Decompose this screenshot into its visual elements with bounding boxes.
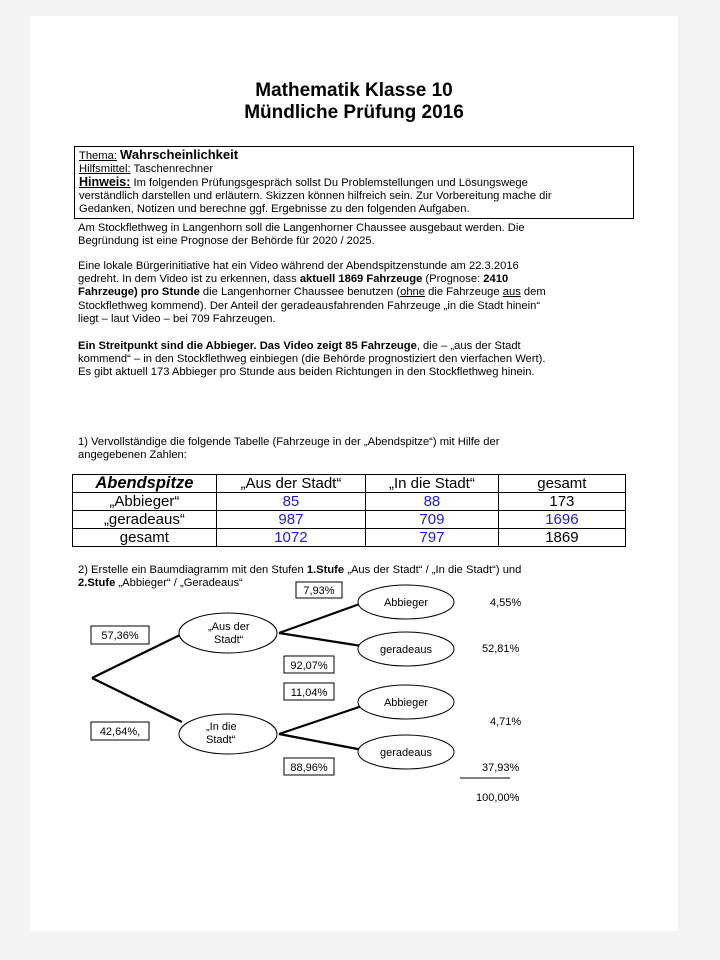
table-header-cell: Abendspitze: [73, 475, 217, 493]
leaf-geradeaus-label: geradeaus: [380, 644, 432, 656]
hilfsmittel-label: Hilfsmittel:: [79, 163, 131, 175]
branch-line: [279, 601, 368, 633]
task-1-line: 1) Vervollständige die folgende Tabelle (Fahrzeuge in der „Abendspitze“) mit Hilfe der: [78, 436, 500, 448]
paragraph-video-line: gedreht. In dem Video ist zu erkennen, dass aktuell 1869 Fahrzeuge (Prognose: 2410: [78, 273, 509, 286]
table-cell: „Abbieger“: [73, 493, 217, 511]
paragraph-intro-line: Begründung ist eine Prognose der Behörde für 2020 / 2025.: [78, 235, 375, 248]
table-header-cell: gesamt: [498, 475, 625, 493]
result-total: 100,00%: [476, 792, 520, 804]
leaf-abbieger-label: Abbieger: [383, 697, 429, 709]
result-2: 52,81%: [482, 643, 520, 655]
node-aus-label-2: Stadt“: [214, 634, 244, 646]
hinweis-text-3: Gedanken, Notizen und berechne ggf. Ergebnisse zu den folgenden Aufgaben.: [79, 203, 470, 215]
node-in-label-1: „In die: [206, 721, 237, 733]
result-3: 4,71%: [490, 716, 522, 728]
branch-line: [92, 678, 182, 722]
table-cell: 88: [366, 493, 499, 511]
table-cell: gesamt: [73, 529, 217, 547]
paragraph-video-line: Fahrzeuge) pro Stunde die Langenhorner Chaussee benutzen (ohne die Fahrzeuge aus dem: [78, 286, 546, 299]
thema-label: Thema:: [79, 150, 117, 162]
table-cell: 1696: [498, 511, 625, 529]
hilfsmittel-value: Taschenrechner: [133, 163, 214, 175]
title-line-1: Mathematik Klasse 10: [255, 80, 453, 101]
table-cell: 1072: [216, 529, 365, 547]
task-2-line: 2) Erstelle ein Baumdiagramm mit den Stufen 1.Stufe „Aus der Stadt“ / „In die Stadt“) und: [78, 564, 522, 576]
leaf-abbieger-label: Abbieger: [383, 597, 429, 609]
paragraph-abbieger-line: Ein Streitpunkt sind die Abbieger. Das Video zeigt 85 Fahrzeuge, die – „aus der Stadt: [78, 340, 521, 352]
paragraph-abbieger-line: Es gibt aktuell 173 Abbieger pro Stunde aus beiden Richtungen in den Stockflethweg hinein.: [78, 366, 535, 379]
prob-aus: 57,36%: [101, 630, 139, 642]
table-cell: 85: [216, 493, 365, 511]
hinweis-text-1: Im folgenden Prüfungsgespräch sollst Du Problemstellungen und Lösungswege: [133, 177, 528, 189]
branch-line: [279, 633, 368, 647]
document-page: [30, 16, 678, 931]
node-in-label-2: Stadt“: [206, 734, 236, 746]
result-1: 4,55%: [490, 597, 522, 609]
tree-diagram: [30, 16, 678, 931]
task-1-line: angegebenen Zahlen:: [78, 449, 187, 462]
paragraph-video-line: liegt – laut Video – bei 709 Fahrzeugen.: [78, 312, 276, 325]
task-2-line: 2.Stufe „Abbieger“ / „Geradeaus“: [78, 577, 243, 590]
prob-in-ger: 88,96%: [290, 762, 328, 774]
title-line-2: Mündliche Prüfung 2016: [244, 102, 464, 123]
table-cell: „geradeaus“: [73, 511, 217, 529]
prob-in: 42,64%,: [99, 726, 141, 738]
node-aus-label-1: „Aus der: [208, 621, 250, 633]
branch-line: [279, 704, 368, 734]
result-4: 37,93%: [482, 762, 520, 774]
paragraph-abbieger-line: kommend“ – in den Stockflethweg einbiegen (die Behörde prognostiziert den vierfachen Wert).: [78, 353, 546, 366]
table-cell: 1869: [498, 529, 625, 547]
prob-aus-abb: 7,93%: [303, 585, 335, 597]
prob-aus-ger: 92,07%: [290, 660, 328, 672]
node-aus-der-stadt: [179, 613, 277, 653]
table-header-cell: „Aus der Stadt“: [216, 475, 365, 493]
table-cell: 709: [366, 511, 499, 529]
paragraph-video-line: Stockflethweg kommend). Der Anteil der geradeausfahrenden Fahrzeuge „in die Stadt hinein“: [78, 299, 541, 312]
table-cell: 173: [498, 493, 625, 511]
paragraph-intro-line: Am Stockflethweg in Langenhorn soll die Langenhorner Chaussee ausgebaut werden. Die: [78, 222, 525, 234]
paragraph-video-line: Eine lokale Bürgerinitiative hat ein Video während der Abendspitzenstunde am 22.3.2016: [78, 260, 519, 272]
thema-value: Wahrscheinlichkeit: [120, 147, 239, 162]
hinweis-text-2: verständlich darstellen und erläutern. Skizzen können hilfreich sein. Zur Vorbereitung mache dir: [79, 190, 552, 202]
table-cell: 987: [216, 511, 365, 529]
branch-line: [279, 734, 368, 751]
hinweis-label: Hinweis:: [79, 175, 131, 189]
leaf-geradeaus-label: geradeaus: [380, 747, 432, 759]
table-cell: 797: [366, 529, 499, 547]
table-header-cell: „In die Stadt“: [366, 475, 499, 493]
prob-in-abb: 11,04%: [290, 687, 328, 699]
